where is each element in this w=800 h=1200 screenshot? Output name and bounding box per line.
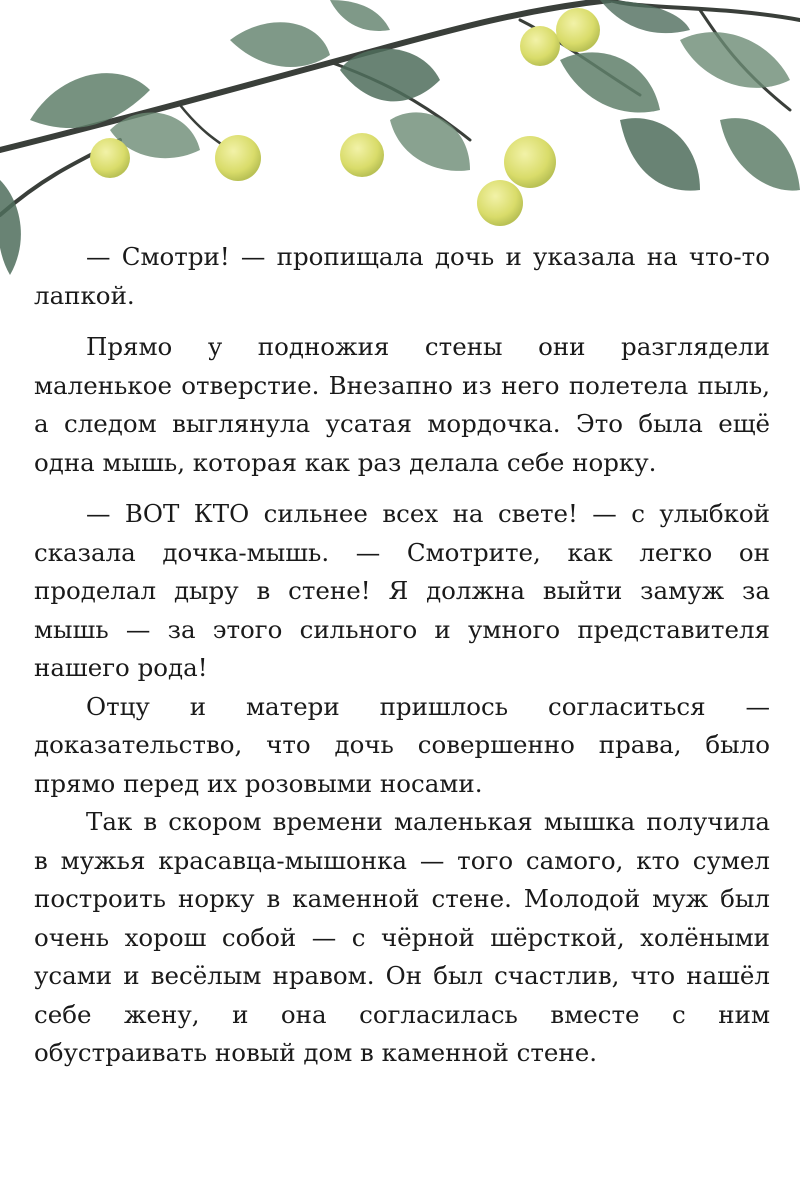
- berry: [520, 26, 560, 66]
- berry: [477, 180, 523, 226]
- paragraph-2: Прямо у подножия стены они разглядели маленькое отверстие. Внезапно из него полетела пыль, а следом выглянула усатая мордочка. Это была ещё одна мышь, которая как раз делала себе норку.: [34, 332, 770, 477]
- paragraph-1: — Смотри! — пропищала дочь и указала на что-то лапкой.: [34, 242, 770, 310]
- paragraph-4: Отцу и матери пришлось согласиться — доказательство, что дочь совершенно права, было прямо перед их розовыми носами.: [34, 691, 770, 798]
- paragraph-3: — ВОТ КТО сильнее всех на свете! — с улыбкой сказала дочка-мышь. — Смотрите, как легко он проделал дыру в стене! Я должна выйти замуж за мышь — за этого сильного и умного представителя нашего рода!: [34, 499, 770, 682]
- berry: [556, 8, 600, 52]
- berry: [340, 133, 384, 177]
- berry: [215, 135, 261, 181]
- story-text: [34, 238, 770, 1073]
- berry: [504, 136, 556, 188]
- berry: [90, 138, 130, 178]
- paragraph-5: Так в скором времени маленькая мышка получила в мужья красавца-мышонка — того самого, кто сумел построить норку в каменной стене. Молодой муж был очень хорош собой — с чёрной шёрсткой, холёными усами и весёлым нравом. Он был счастлив, что нашёл себе жену, и она согласилась вместе с ним обустраивать новый дом в каменной стене.: [34, 807, 770, 1067]
